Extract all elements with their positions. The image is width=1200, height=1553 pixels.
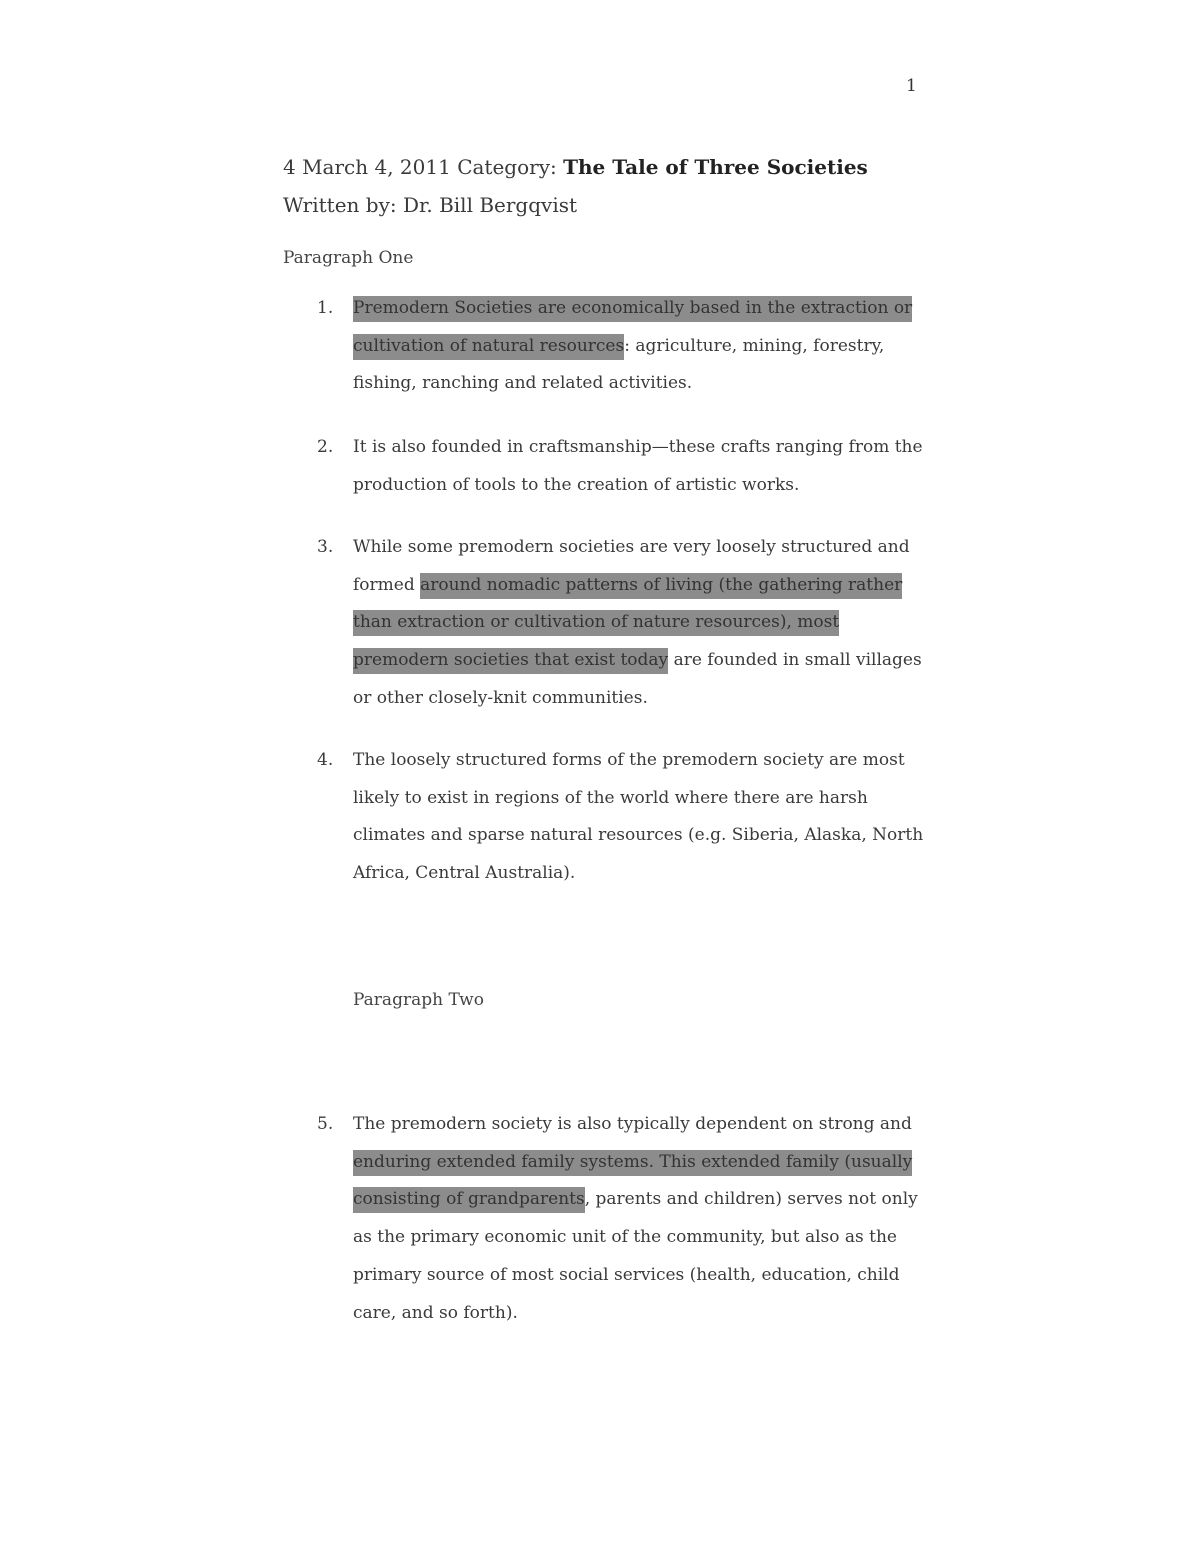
list-item-text — [353, 1106, 927, 1332]
list-item-before: While some premodern societies are very loosely structured and formed — [353, 537, 910, 595]
title-author: Written by: Dr. Bill Bergqvist — [283, 193, 578, 217]
list-item-number: 4. — [317, 750, 334, 770]
list-item-text: It is also founded in craftsmanship—these crafts ranging from the production of tools to the creation of artistic works. — [353, 437, 923, 495]
list-item-number: 3. — [317, 537, 334, 557]
list-item-text — [353, 529, 927, 718]
list-item-number: 2. — [317, 437, 334, 457]
page-number: 1 — [906, 76, 917, 96]
list-item — [317, 529, 927, 718]
title-date: 4 March 4, 2011 — [283, 155, 458, 179]
list-item — [317, 290, 927, 403]
list-item-text: The loosely structured forms of the premodern society are most likely to exist in regions of the world where there are harsh climates and sparse natural resources (e.g. Siberia, Alaska, North Africa, Central Australia). — [353, 750, 924, 884]
list-item-rest: : agriculture, mining, forestry, fishing, ranching and related activities. — [353, 335, 885, 394]
highlighted-text: Premodern Societies are economically based in the extraction or cultivation of natural resources — [353, 296, 912, 360]
list-item — [317, 429, 927, 504]
list-item — [317, 742, 927, 893]
list-item — [317, 1106, 927, 1332]
paragraph-one-heading: Paragraph One — [283, 248, 414, 268]
list-item-after: are founded in small villages or other closely-knit communities. — [353, 650, 922, 708]
title-category: The Tale of Three Societies — [563, 155, 868, 179]
list-item-number: 1. — [317, 298, 334, 318]
list-item-before: The premodern society is also typically dependent on strong and — [353, 1114, 912, 1134]
title-category-label: Category: — [457, 155, 564, 179]
document-title — [283, 148, 923, 224]
list-item-number: 5. — [317, 1114, 334, 1134]
paragraph-two-heading: Paragraph Two — [353, 990, 484, 1010]
list-item-after: , parents and children) serves not only as the primary economic unit of the community, but also as the primary source of most social services (health, education, child care, and so forth). — [353, 1189, 918, 1323]
list-item-text — [353, 290, 927, 403]
highlighted-text: around nomadic patterns of living (the gathering rather than extraction or cultivation of nature resources), most premodern societies that exist today — [353, 573, 902, 674]
highlighted-text: enduring extended family systems. This extended family (usually consisting of grandparents — [353, 1150, 912, 1214]
